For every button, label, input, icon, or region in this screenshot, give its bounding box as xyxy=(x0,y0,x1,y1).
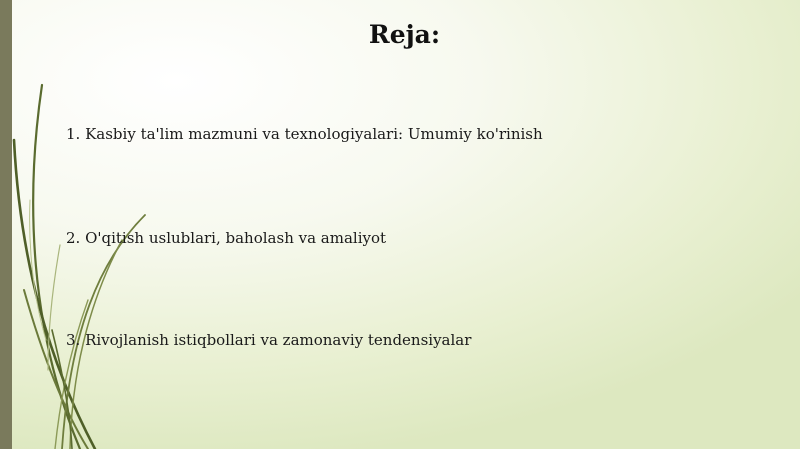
agenda-item-3: 3. Rivojlanish istiqbollari va zamonaviy tendensiyalar xyxy=(66,331,472,349)
slide-title: Reja: xyxy=(368,20,441,49)
agenda-item-1: 1. Kasbiy ta'lim mazmuni va texnologiyalari: Umumiy ko'rinish xyxy=(66,125,543,143)
agenda-item-2: 2. O'qitish uslublari, baholash va amaliyot xyxy=(66,229,387,247)
